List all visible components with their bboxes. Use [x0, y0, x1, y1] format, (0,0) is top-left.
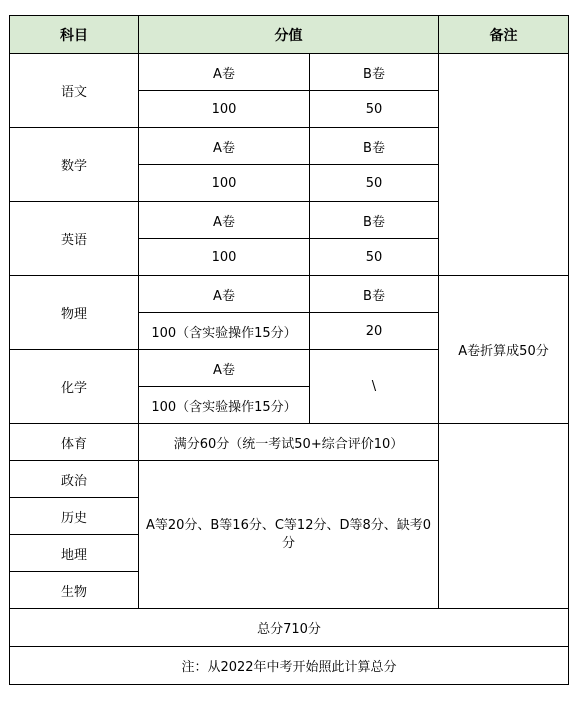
table-row [10, 276, 569, 313]
subject-geography: 地理 [10, 535, 139, 572]
paper-a-label: A卷 [139, 128, 310, 165]
chinese-a-score: 100 [139, 91, 310, 128]
subject-politics: 政治 [10, 461, 139, 498]
english-b-score: 50 [310, 239, 439, 276]
header-subject: 科目 [10, 16, 139, 54]
chemistry-b-score: \ [310, 350, 439, 424]
table-row [10, 54, 569, 91]
math-b-score: 50 [310, 165, 439, 202]
grade-score: A等20分、B等16分、C等12分、D等8分、缺考0分 [139, 461, 439, 609]
paper-b-label: B卷 [310, 128, 439, 165]
subject-biology: 生物 [10, 572, 139, 609]
chinese-b-score: 50 [310, 91, 439, 128]
subject-history: 历史 [10, 498, 139, 535]
physics-b-score: 20 [310, 313, 439, 350]
subject-chemistry: 化学 [10, 350, 139, 424]
paper-b-label: B卷 [310, 202, 439, 239]
paper-a-label: A卷 [139, 202, 310, 239]
header-score: 分值 [139, 16, 439, 54]
note-row [10, 647, 569, 685]
physics-a-score: 100（含实验操作15分） [139, 313, 310, 350]
score-table [9, 15, 569, 685]
paper-a-label: A卷 [139, 350, 310, 387]
header-row [10, 16, 569, 54]
paper-a-label: A卷 [139, 54, 310, 91]
paper-b-label: B卷 [310, 276, 439, 313]
remark-empty-bottom [439, 424, 569, 609]
pe-score: 满分60分（统一考试50+综合评价10） [139, 424, 439, 461]
table-row [10, 424, 569, 461]
total-score: 总分710分 [10, 609, 569, 647]
paper-a-label: A卷 [139, 276, 310, 313]
subject-english: 英语 [10, 202, 139, 276]
footnote: 注：从2022年中考开始照此计算总分 [10, 647, 569, 685]
subject-math: 数学 [10, 128, 139, 202]
header-remark: 备注 [439, 16, 569, 54]
total-row [10, 609, 569, 647]
remark-empty-top [439, 54, 569, 276]
subject-chinese: 语文 [10, 54, 139, 128]
science-remark: A卷折算成50分 [439, 276, 569, 424]
paper-b-label: B卷 [310, 54, 439, 91]
chemistry-a-score: 100（含实验操作15分） [139, 387, 310, 424]
math-a-score: 100 [139, 165, 310, 202]
subject-pe: 体育 [10, 424, 139, 461]
subject-physics: 物理 [10, 276, 139, 350]
english-a-score: 100 [139, 239, 310, 276]
